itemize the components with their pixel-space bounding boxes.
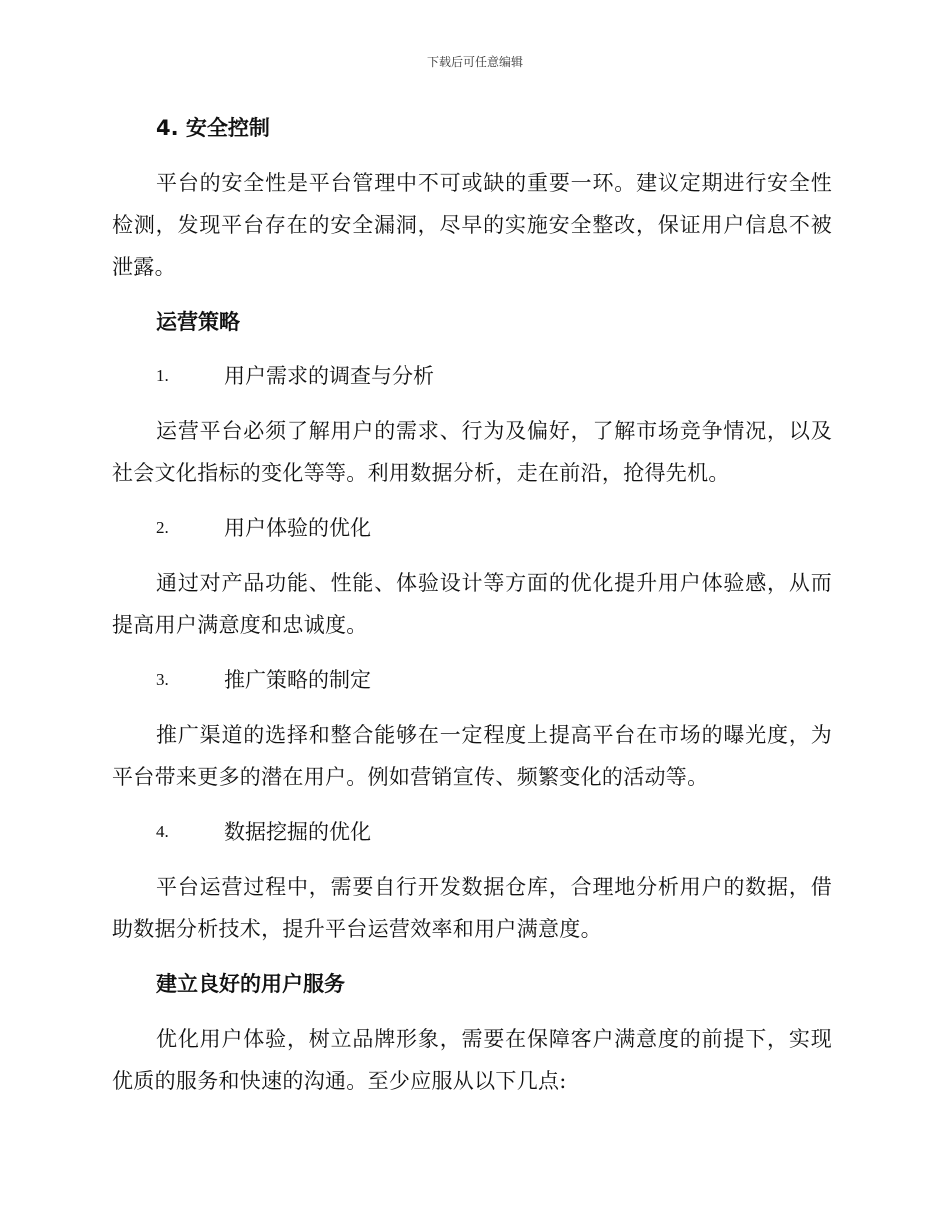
document-body (112, 108, 832, 1116)
list-number: 4. (156, 822, 169, 841)
list-title: 用户需求的调查与分析 (224, 364, 434, 388)
section-heading-operations: 运营策略 (156, 310, 240, 334)
list-number: 3. (156, 670, 169, 689)
section-heading-service: 建立良好的用户服务 (156, 972, 345, 996)
list-item-1 (112, 356, 832, 396)
list-item-2 (112, 508, 832, 548)
paragraph-item-4: 平台运营过程中，需要自行开发数据仓库，合理地分析用户的数据，借助数据分析技术，提升平台运营效率和用户满意度。 (112, 875, 832, 941)
list-title: 推广策略的制定 (224, 668, 371, 692)
page-header: 下载后可任意编辑 (426, 55, 523, 69)
section-heading-security: 4. 安全控制 (156, 116, 270, 140)
list-number: 2. (156, 518, 169, 537)
paragraph-item-1: 运营平台必须了解用户的需求、行为及偏好，了解市场竞争情况，以及社会文化指标的变化等等。利用数据分析，走在前沿，抢得先机。 (112, 419, 832, 485)
paragraph-security: 平台的安全性是平台管理中不可或缺的重要一环。建议定期进行安全性检测，发现平台存在的安全漏洞，尽早的实施安全整改，保证用户信息不被泄露。 (112, 171, 832, 279)
list-item-4 (112, 812, 832, 852)
paragraph-item-3: 推广渠道的选择和整合能够在一定程度上提高平台在市场的曝光度，为平台带来更多的潜在用户。例如营销宣传、频繁变化的活动等。 (112, 723, 832, 789)
list-item-3 (112, 660, 832, 700)
list-number: 1. (156, 366, 169, 385)
list-title: 数据挖掘的优化 (224, 820, 371, 844)
paragraph-service: 优化用户体验，树立品牌形象，需要在保障客户满意度的前提下，实现优质的服务和快速的沟通。至少应服从以下几点: (112, 1027, 832, 1093)
list-title: 用户体验的优化 (224, 516, 371, 540)
paragraph-item-2: 通过对产品功能、性能、体验设计等方面的优化提升用户体验感，从而提高用户满意度和忠诚度。 (112, 571, 832, 637)
